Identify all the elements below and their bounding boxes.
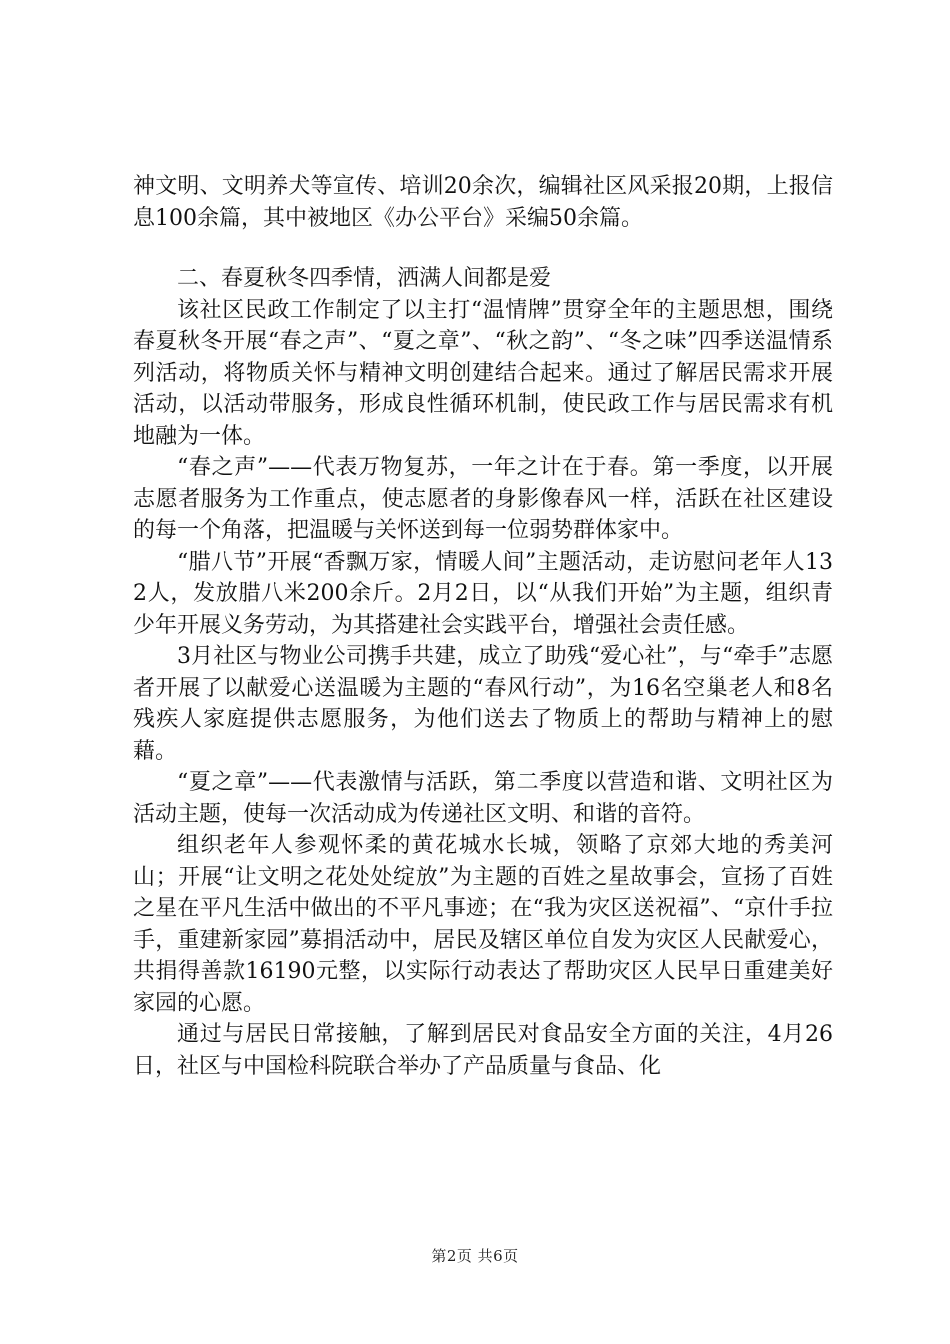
paragraph-spring: “春之声”——代表万物复苏，一年之计在于春。第一季度，以开展志愿者服务为工作重点，使志愿者的身影像春风一样，活跃在社区建设的每一个角落，把温暖与关怀送到每一位弱势群体家中。 [133,455,833,543]
page-number-footer: 第2页 共6页 [431,1247,519,1265]
paragraph-continuation: 神文明、文明养犬等宣传、培训20余次，编辑社区风采报20期，上报信息100余篇，其中被地区《办公平台》采编50余篇。 [133,174,833,231]
paragraph-activities: 组织老年人参观怀柔的黄花城水长城，领略了京郊大地的秀美河山；开展“让文明之花处处绽放”为主题的百姓之星故事会，宣扬了百姓之星在平凡生活中做出的不平凡事迹；在“我为灾区送祝福”、“京什手拉手，重建新家园”募捐活动中，居民及辖区单位自发为灾区人民献爱心，共捐得善款16190元整，以实际行动表达了帮助灾区人民早日重建美好家园的心愿。 [133,833,833,1016]
paragraph-summer: “夏之章”——代表激情与活跃，第二季度以营造和谐、文明社区为活动主题，使每一次活动成为传递社区文明、和谐的音符。 [133,770,833,827]
paragraph-food-safety: 通过与居民日常接触，了解到居民对食品安全方面的关注，4月26日，社区与中国检科院联合举办了产品质量与食品、化 [133,1022,833,1079]
paragraph-march: 3月社区与物业公司携手共建，成立了助残“爱心社”，与“牵手”志愿者开展了以献爱心送温暖为主题的“春风行动”，为16名空巢老人和8名残疾人家庭提供志愿服务，为他们送去了物质上的帮助与精神上的慰藉。 [133,644,833,764]
document-body [133,171,833,1082]
section-heading: 二、春夏秋冬四季情，洒满人间都是爱 [177,266,552,291]
paragraph-laba: “腊八节”开展“香飘万家，情暖人间”主题活动，走访慰问老年人132人，发放腊八米200余斤。2月2日，以“从我们开始”为主题，组织青少年开展义务劳动，为其搭建社会实践平台，增强社会责任感。 [133,549,833,638]
paragraph-theme: 该社区民政工作制定了以主打“温情牌”贯穿全年的主题思想，围绕春夏秋冬开展“春之声”、“夏之章”、“秋之韵”、“冬之味”四季送温情系列活动，将物质关怀与精神文明创建结合起来。通过了解居民需求开展活动，以活动带服务，形成良性循环机制，使民政工作与居民需求有机地融为一体。 [133,297,833,449]
